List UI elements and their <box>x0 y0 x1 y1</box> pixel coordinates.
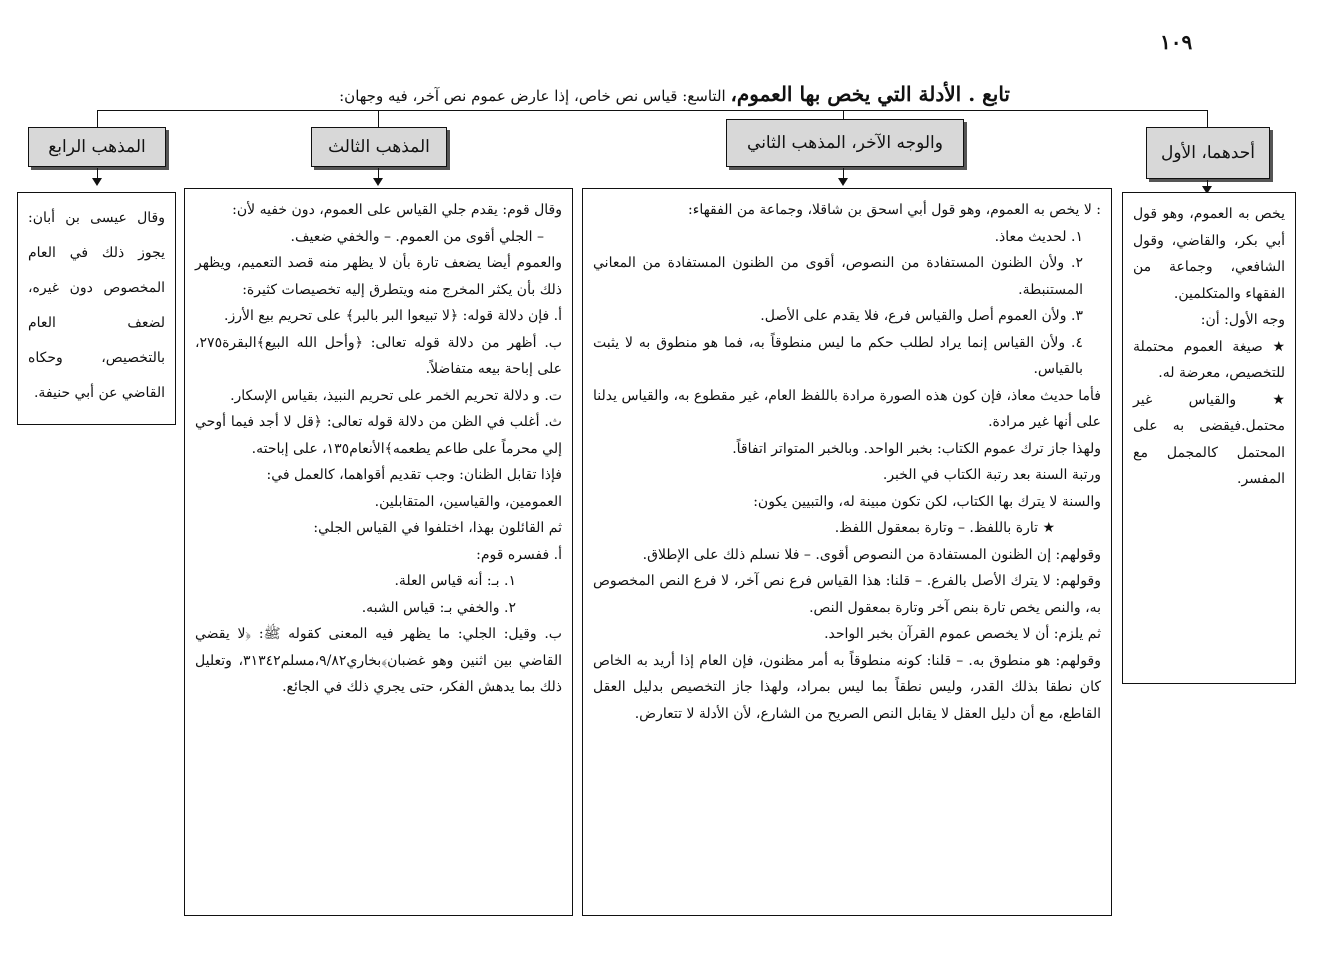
text-line: : لا يخص به العموم، وهو قول أبي اسحق بن شاقلا، وجماعة من الفقهاء: <box>688 202 1101 218</box>
title-bold: تابع . الأدلة التي يخص بها العموم، <box>730 82 1010 106</box>
text-line: ولهذا جاز ترك عموم الكتاب: بخبر الواحد. وبالخبر المتواتر اتفاقاً. <box>732 440 1101 457</box>
text-line: فإذا تقابل الظنان: وجب تقديم أقواهما، كالعمل في: <box>266 467 562 483</box>
text-line: – الجلي أقوى من العموم. – والخفي ضعيف. <box>290 228 544 245</box>
text-line: والعموم أيضا يضعف تارة بأن لا يظهر منه قصد التعميم، ويظهر ذلك بأن يكثر المخرج منه ويتطرق إليه تخصيصات كثيرة: <box>195 255 562 298</box>
list-item: ٢. ولأن الظنون المستفادة من النصوص، أقوى من الظنون المستفادة من المعاني المستنبطة. <box>593 255 1083 298</box>
list-item: ١. لحديث معاذ. <box>994 228 1083 245</box>
column-second-box <box>582 188 1112 916</box>
header-fourth: المذهب الرابع <box>28 127 166 167</box>
list-item: ★ تارة باللفظ. – وتارة بمعقول اللفظ. <box>834 520 1055 536</box>
header-second: والوجه الآخر، المذهب الثاني <box>726 119 964 167</box>
list-item: ٢. والخفي بـ: قياس الشبه. <box>361 599 516 616</box>
text-line: ثم القائلون بهذا، اختلفوا في القياس الجلي: <box>313 520 562 536</box>
list-item: ث. أغلب في الظن من دلالة قوله تعالى: ﴿قل لا أجد فيما أوحي إلي محرماً على طاعم يطعمه﴾الأنعام١٣٥، على إباحته. <box>195 414 562 457</box>
list-item: ت. و دلالة تحريم الخمر على تحريم النبيذ، بقياس الإسكار. <box>230 387 562 404</box>
text-line: وقولهم: لا يترك الأصل بالفرع. – قلنا: هذا القياس فرع نص آخر، لا فرع النص المخصوص به، والنص يخص تارة بنص آخر وتارة بمعقول النص. <box>593 573 1101 616</box>
list-item: ٤. ولأن القياس إنما يراد لطلب حكم ما ليس منطوقاً به، فما هو منطوق به لا يثبت بالقياس. <box>593 334 1083 377</box>
column-fourth-box <box>17 192 176 425</box>
connector-horizontal <box>97 110 1208 111</box>
text-line: وقولهم: هو منطوق به. – قلنا: كونه منطوقاً به أمر مظنون، فإن العام إذا أريد به الخاص كان نطقا بذلك القدر، وليس نطقاً بما ليس بمراد، ولهذا جاز التخصيص بدليل العقل القاطع، مع أن دليل العقل لا يقابل النص الصريح من الشارع، لأن الأدلة لا تتعارض. <box>593 652 1101 722</box>
connector-stem-1 <box>1207 110 1208 128</box>
column-first-box <box>1122 192 1296 684</box>
column-third-box <box>184 188 573 916</box>
text-line: وقال عيسى بن أبان: يجوز ذلك في العام المخصوص دون غيره، لضعف العام بالتخصيص، وحكاه القاضي عن أبي حنيفة. <box>28 210 165 401</box>
text-line: ورتبة السنة بعد رتبة الكتاب في الخبر. <box>882 467 1101 483</box>
header-first: أحدهما، الأول <box>1146 127 1270 179</box>
page-title <box>120 82 1010 106</box>
text-line: ★ صيغة العموم محتملة للتخصيص، معرضة له. <box>1133 338 1285 381</box>
list-item: أ. فإن دلالة قوله: ﴿لا تبيعوا البر بالبر﴾ على تحريم بيع الأرز. <box>224 308 562 324</box>
page-number: ١٠٩ <box>1160 30 1193 54</box>
text-line: ثم يلزم: أن لا يخصص عموم القرآن بخبر الواحد. <box>824 626 1101 642</box>
list-item: ١. بـ: أنه قياس العلة. <box>394 573 516 589</box>
list-item: أ. ففسره قوم: <box>476 546 562 563</box>
arrow-down-icon <box>92 178 102 186</box>
connector-stem-4 <box>97 110 98 128</box>
text-line: ★ والقياس غير محتمل.فيقضى به على المحتمل كالمجمل مع المفسر. <box>1133 391 1285 487</box>
title-rest: التاسع: قياس نص خاص، إذا عارض عموم نص آخر، فيه وجهان: <box>339 87 731 105</box>
text-line: وقال قوم: يقدم جلي القياس على العموم، دون خفيه لأن: <box>232 202 562 218</box>
connector-stem-3 <box>378 110 379 128</box>
text-line: وقولهم: إن الظنون المستفادة من النصوص أقوى. – فلا نسلم ذلك على الإطلاق. <box>642 546 1101 563</box>
list-item: ب. وقيل: الجلي: ما يظهر فيه المعنى كقوله ﷺ: ﴿لا يقضي القاضي بين اثنين وهو غضبان﴾بخاري٩/٨٢،مسلم٣١٣٤٢، وتعليل ذلك بما يدهش الفكر، حتى يجري ذلك في الجائع. <box>195 626 562 695</box>
text-line: وجه الأول: أن: <box>1200 312 1285 328</box>
text-line: العمومين، والقياسين، المتقابلين. <box>374 493 562 510</box>
arrow-down-icon <box>838 178 848 186</box>
text-line: والسنة لا يترك بها الكتاب، لكن تكون مبينة له، والتبيين يكون: <box>753 493 1101 510</box>
text-line: يخص به العموم، وهو قول أبي بكر، والقاضي، وقول الشافعي، وجماعة من الفقهاء والمتكلمين. <box>1133 206 1285 302</box>
text-line: فأما حديث معاذ، فإن كون هذه الصورة مرادة باللفظ العام، غير مقطوع به، والقياس يدلنا على أنها غير مرادة. <box>593 387 1101 430</box>
arrow-down-icon <box>373 178 383 186</box>
list-item: ٣. ولأن العموم أصل والقياس فرع، فلا يقدم على الأصل. <box>760 308 1083 324</box>
header-third: المذهب الثالث <box>311 127 447 167</box>
list-item: ب. أظهر من دلالة قوله تعالى: ﴿وأحل الله البيع﴾البقرة٢٧٥، على إباحة بيعه متفاضلاً. <box>195 334 562 377</box>
